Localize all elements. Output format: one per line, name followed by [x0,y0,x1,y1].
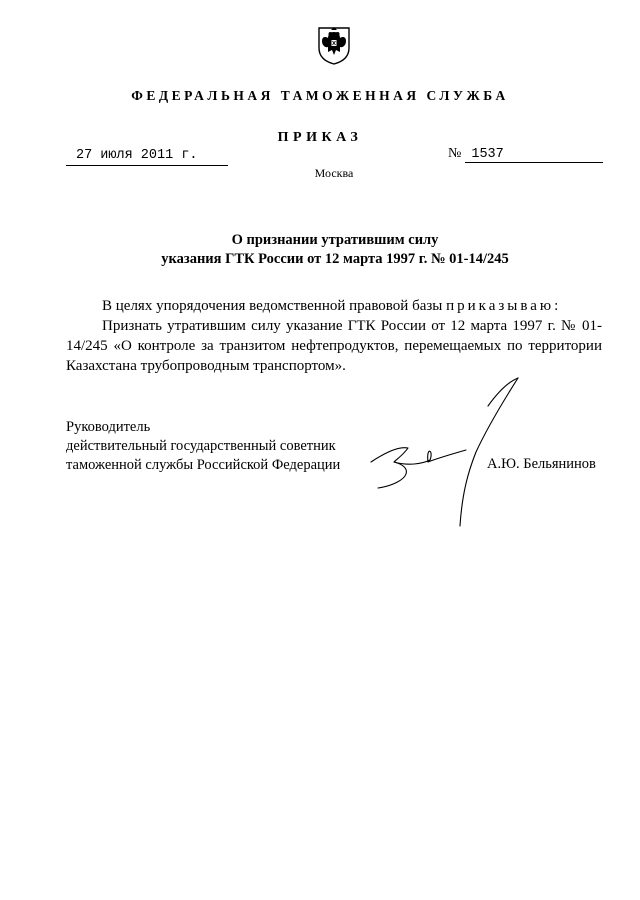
signatory-title-line-2: действительный государственный советник [66,438,336,454]
city: Москва [314,166,354,180]
signatory-title [66,418,340,475]
document-type: ПРИКАЗ [277,130,363,145]
order-number-field [448,146,603,164]
title-line-1: О признании утратившим силу [231,232,439,248]
order-body [66,296,602,376]
intro-paragraph [66,296,602,316]
coat-of-arms-icon [316,22,352,66]
order-date: 27 июля 2011 г. [66,148,228,166]
handwritten-signature [368,370,538,530]
signatory-title-line-1: Руководитель [66,419,151,435]
order-number: 1537 [465,147,603,163]
main-paragraph: Признать утратившим силу указание ГТК России от 12 марта 1997 г. № 01-14/245 «О контроле за транзитом нефтепродуктов, перемещаемых по территории Казахстана трубопроводным транспортом». [66,318,602,374]
order-title [110,231,560,269]
signatory-title-line-3: таможенной службы Российской Федерации [66,457,341,473]
title-line-2: указания ГТК России от 12 марта 1997 г. № 01-14/245 [161,251,509,267]
number-sign: № [448,146,462,161]
intro-text: В целях упорядочения ведомственной правовой базы [102,298,443,314]
agency-name: ФЕДЕРАЛЬНАЯ ТАМОЖЕННАЯ СЛУЖБА [131,88,509,103]
order-word: приказываю: [446,298,562,314]
signatory-name: А.Ю. Бельянинов [487,456,596,472]
